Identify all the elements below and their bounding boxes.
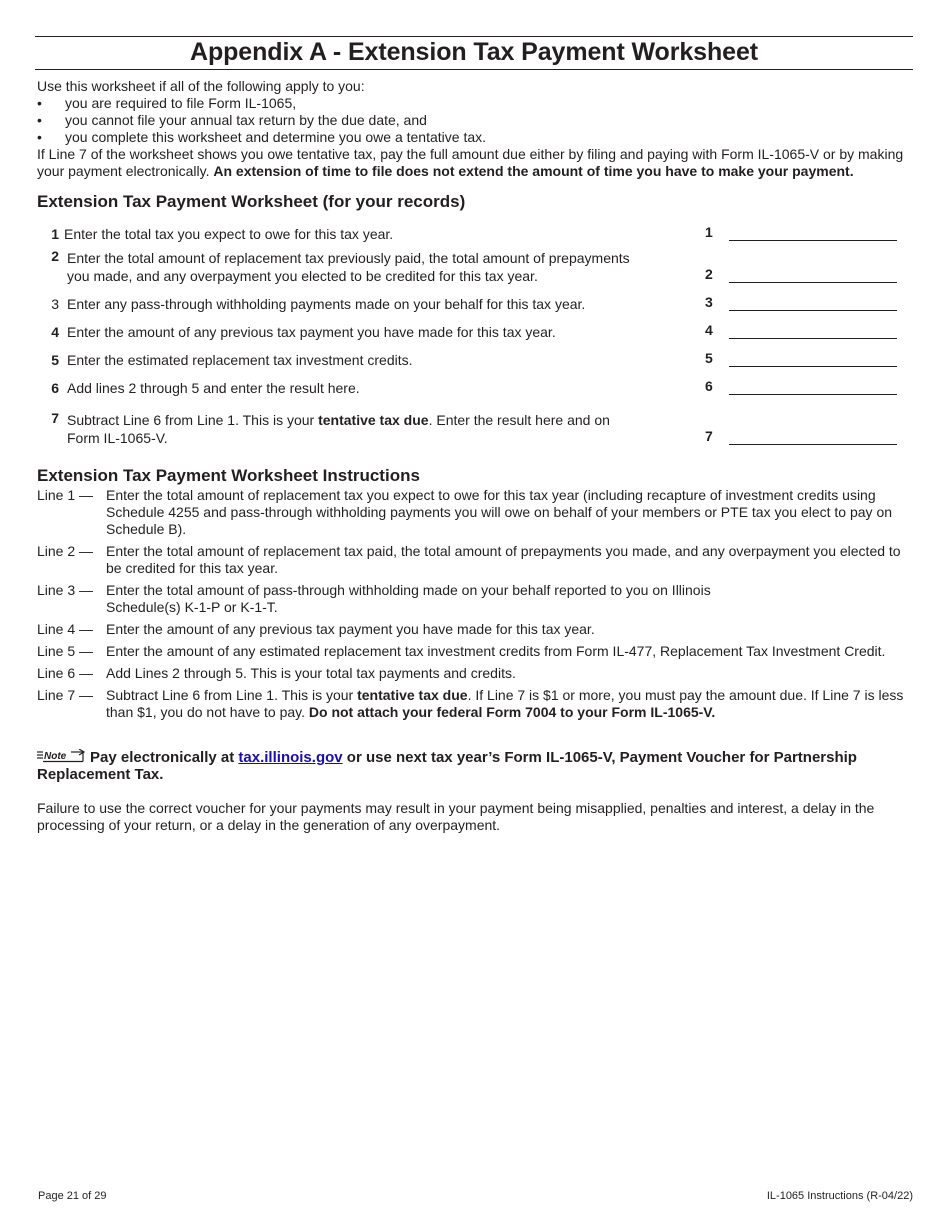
failure-paragraph: Failure to use the correct voucher for your payments may result in your payment being misapplied, penalties and interest, a delay in the processing of your return, or a delay in the generation of any overpayment. xyxy=(37,800,875,833)
line-text: Subtract Line 6 from Line 1. This is your tentative tax due. Enter the result here and on Form IL-1065-V. xyxy=(67,412,610,446)
instruction-text: Enter the total amount of replacement tax you expect to owe for this tax year (including recapture of investment credits using Schedule 4255 and pass-through withholding payments you will owe on behalf of your members or PTE tax you elect to pay on Schedule B). xyxy=(106,487,893,537)
instruction-label: Line 5 — xyxy=(37,643,94,659)
intro-lead: Use this worksheet if all of the following apply to you: xyxy=(37,78,365,94)
intro-section xyxy=(37,78,913,180)
entry-number: 7 xyxy=(705,428,713,444)
line-text: Enter the total amount of replacement tax previously paid, the total amount of prepayments you made, and any overpayment you elected to be credited for this tax year. xyxy=(67,250,630,284)
instruction-text: Enter the total amount of replacement tax paid, the total amount of prepayments you made, and any overpayment you elected to be credited for this tax year. xyxy=(106,543,901,576)
line-text: Enter the total tax you expect to owe for this tax year. xyxy=(64,226,394,242)
line-entry[interactable] xyxy=(705,265,897,283)
instruction-label: Line 1 — xyxy=(37,487,94,503)
worksheet-line-5 xyxy=(37,341,913,369)
line-entry[interactable] xyxy=(705,321,897,339)
entry-number: 1 xyxy=(705,224,713,240)
entry-number: 6 xyxy=(705,378,713,394)
tax-illinois-link[interactable]: tax.illinois.gov xyxy=(238,749,343,766)
instruction-line-3 xyxy=(37,582,913,616)
title-bar xyxy=(35,36,913,70)
instruction-line-2 xyxy=(37,543,913,577)
page-title: Appendix A - Extension Tax Payment Worksheet xyxy=(190,38,758,66)
instruction-line-6 xyxy=(37,665,913,682)
note-icon xyxy=(37,749,87,767)
footer-page-number: Page 21 of 29 xyxy=(38,1190,107,1202)
worksheet xyxy=(37,219,913,447)
instruction-text: Enter the total amount of pass-through withholding made on your behalf reported to you on Illinois Schedule(s) K-1-P or K-1-T. xyxy=(106,582,711,615)
line-number: 3 xyxy=(51,296,59,312)
worksheet-heading: Extension Tax Payment Worksheet (for your records) xyxy=(37,192,466,211)
line-text: Enter any pass-through withholding payments made on your behalf for this tax year. xyxy=(67,296,586,312)
bullet-icon: • xyxy=(37,112,42,128)
instruction-label: Line 6 — xyxy=(37,665,94,681)
worksheet-line-7 xyxy=(37,397,913,447)
entry-number: 3 xyxy=(705,294,713,310)
list-item: • you complete this worksheet and determine you owe a tentative tax. xyxy=(37,129,487,145)
worksheet-line-4 xyxy=(37,313,913,341)
instruction-label: Line 3 — xyxy=(37,582,94,598)
instruction-label: Line 2 — xyxy=(37,543,94,559)
intro-bold-note: An extension of time to file does not extend the amount of time you have to make your payment. xyxy=(213,163,854,179)
entry-line[interactable] xyxy=(729,226,897,241)
line-number: 4 xyxy=(51,324,59,340)
entry-number: 2 xyxy=(705,266,713,282)
line-number: 7 xyxy=(51,410,59,426)
list-item: • you are required to file Form IL-1065, xyxy=(37,95,297,111)
entry-line[interactable] xyxy=(729,296,897,311)
intro-paragraph: If Line 7 of the worksheet shows you owe tentative tax, pay the full amount due either by filing and paying with Form IL-1065-V or by making your payment electronically. An extension of time to file does not extend the amount of time you have to make your payment. xyxy=(37,146,904,179)
entry-line[interactable] xyxy=(729,352,897,367)
instruction-text: Subtract Line 6 from Line 1. This is your tentative tax due. If Line 7 is $1 or more, you must pay the amount due. If Line 7 is less than $1, you do not have to pay. Do not attach your federal Form 7004 to your Form IL-1065-V. xyxy=(106,687,904,720)
line-entry[interactable] xyxy=(705,349,897,367)
intro-bullets xyxy=(37,95,913,146)
line-number: 2 xyxy=(51,248,59,264)
bullet-icon: • xyxy=(37,129,42,145)
instructions xyxy=(37,487,913,721)
worksheet-line-2 xyxy=(37,243,913,285)
note-arrow-icon xyxy=(37,749,87,763)
worksheet-line-1 xyxy=(37,219,913,243)
list-item: • you cannot file your annual tax return by the due date, and xyxy=(37,112,427,128)
instruction-line-7 xyxy=(37,687,913,721)
entry-line[interactable] xyxy=(729,324,897,339)
line-entry[interactable] xyxy=(705,293,897,311)
instruction-line-1 xyxy=(37,487,913,538)
page xyxy=(37,36,913,834)
line-text: Enter the estimated replacement tax investment credits. xyxy=(67,352,413,368)
instructions-heading: Extension Tax Payment Worksheet Instructions xyxy=(37,466,420,485)
instruction-label: Line 7 — xyxy=(37,687,94,703)
instruction-text: Enter the amount of any previous tax payment you have made for this tax year. xyxy=(106,621,595,637)
note-section: Note Pay electronically at tax.illinois.gov or use next tax year’s Form IL-1065-V, Payment Voucher for Partnership Replacement Tax. xyxy=(37,749,857,783)
bullet-icon: • xyxy=(37,95,42,111)
instruction-line-5 xyxy=(37,643,913,660)
entry-number: 5 xyxy=(705,350,713,366)
line-number: 5 xyxy=(51,352,59,368)
instruction-text: Enter the amount of any estimated replacement tax investment credits from Form IL-477, Replacement Tax Investment Credit. xyxy=(106,643,886,659)
note-icon-label: Note xyxy=(44,751,67,762)
footer-form-id: IL-1065 Instructions (R-04/22) xyxy=(766,1190,913,1202)
line-number: 1 xyxy=(51,226,59,242)
instruction-label: Line 4 — xyxy=(37,621,94,637)
entry-line[interactable] xyxy=(729,268,897,283)
line-entry[interactable] xyxy=(705,427,897,445)
entry-line[interactable] xyxy=(729,380,897,395)
line-entry[interactable] xyxy=(705,377,897,395)
entry-line[interactable] xyxy=(729,430,897,445)
line-text: Enter the amount of any previous tax payment you have made for this tax year. xyxy=(67,324,556,340)
instruction-line-4 xyxy=(37,621,913,638)
entry-number: 4 xyxy=(705,322,713,338)
line-entry[interactable] xyxy=(705,223,897,241)
line-text: Add lines 2 through 5 and enter the result here. xyxy=(67,380,360,396)
line-number: 6 xyxy=(51,380,59,396)
worksheet-line-6 xyxy=(37,369,913,397)
worksheet-line-3 xyxy=(37,285,913,313)
instruction-text: Add Lines 2 through 5. This is your total tax payments and credits. xyxy=(106,665,516,681)
